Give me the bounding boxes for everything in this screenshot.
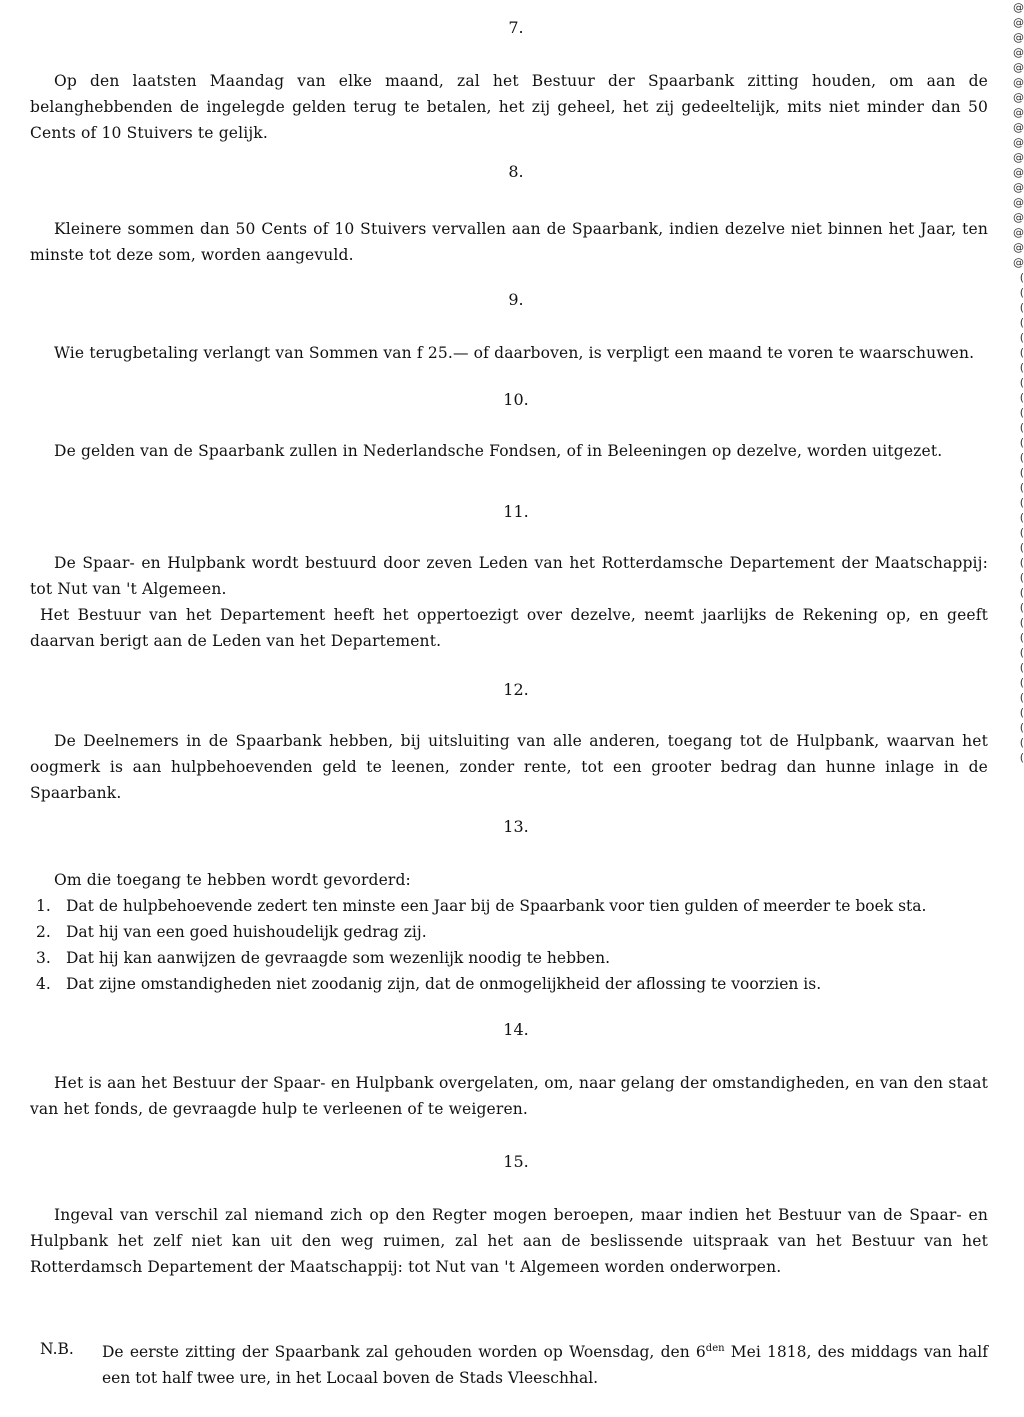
article-paragraph: Ingeval van verschil zal niemand zich op den Regter mogen beroepen, maar indien het Bestuur van de Spaar- en Hulpbank het zelf niet kan uit den weg ruimen, zal het aan de beslissende uitspraak van het Bestuur van het Rotterdamsch Departement der Maatschappij: tot Nut van 't Algemeen worden onderworpen. [30,1206,988,1276]
article-number: 9. [508,290,524,309]
article-paragraph: Op den laatsten Maandag van elke maand, zal het Bestuur der Spaarbank zitting houden, om aan de belanghebbenden de ingelegde gelden terug te betalen, het zij geheel, het zij gedeeltelijk, mits niet minder dan 50 Cents of 10 Stuivers te gelijk. [30,72,988,142]
closing-note [40,1336,988,1391]
article-paragraph: Het Bestuur van het Departement heeft het oppertoezigt over dezelve, neemt jaarlijks de Rekening op, en geeft daarvan berigt aan de Leden van het Departement. [30,606,988,650]
article-number: 13. [503,817,529,836]
condition-list [30,893,988,997]
binding-edge-marks: @ @ @ @ @ @ @ @ @ @ @ @ @ @ @ @ @ @ ( ( ( ( ( ( ( ( ( ( ( ( ( ( ( ( ( ( ( ( ( ( ( ( ( ( ( ( ( ( ( ( ( [1013,1,1024,764]
article-12 [30,680,988,806]
list-item-text: Dat de hulpbehoevende zedert ten minste een Jaar bij de Spaarbank voor tien gulden of meerder te boek sta. [66,897,927,915]
article-number: 15. [503,1152,529,1171]
list-item-text: Dat hij kan aanwijzen de gevraagde som wezenlijk noodig te hebben. [66,949,610,967]
article-number: 11. [503,502,529,521]
article-10 [30,390,988,464]
article-14 [30,1020,988,1122]
article-11 [30,502,988,654]
list-item-text: Dat zijne omstandigheden niet zoodanig zijn, dat de onmogelijkheid der aflossing te voorzien is. [66,975,822,993]
article-number: 14. [503,1020,529,1039]
list-item-number: 1. [36,897,51,915]
article-number: 10. [503,390,529,409]
list-item [30,919,988,945]
article-9 [30,290,988,366]
article-7 [30,18,988,146]
article-8 [30,162,988,268]
note-superscript: den [705,1343,725,1354]
article-number: 8. [508,162,524,181]
article-paragraph: Het is aan het Bestuur der Spaar- en Hulpbank overgelaten, om, naar gelang der omstandigheden, en van den staat van het fonds, de gevraagde hulp te verleenen of te weigeren. [30,1074,988,1118]
list-item-number: 4. [36,975,51,993]
article-number: 7. [508,18,524,37]
article-15 [30,1152,988,1280]
article-paragraph: De gelden van de Spaarbank zullen in Nederlandsche Fondsen, of in Beleeningen op dezelve, worden uitgezet. [54,442,943,460]
note-text-start: De eerste zitting der Spaarbank zal gehouden worden op Woensdag, den 6 [102,1343,706,1362]
list-item [30,971,988,997]
article-13 [30,817,988,997]
article-paragraph: De Deelnemers in de Spaarbank hebben, bij uitsluiting van alle anderen, toegang tot de Hulpbank, waarvan het oogmerk is aan hulpbehoevenden geld te leenen, zonder rente, tot een grooter bedrag dan hunne inlage in de Spaarbank. [30,732,988,802]
note-text-end: Mei 1818, des middags van half een tot half twee ure, in het Locaal boven de Stads Vleeschhal. [102,1343,988,1388]
article-paragraph: De Spaar- en Hulpbank wordt bestuurd door zeven Leden van het Rotterdamsche Departement der Maatschappij: tot Nut van 't Algemeen. [30,554,988,598]
list-item-number: 3. [36,949,51,967]
list-item [30,893,988,919]
article-paragraph: Wie terugbetaling verlangt van Sommen van f 25.— of daarboven, is verpligt een maand te voren te waarschuwen. [54,344,975,362]
note-label: N.B. [40,1340,74,1358]
article-paragraph: Om die toegang te hebben wordt gevorderd: [54,871,411,889]
list-item [30,945,988,971]
article-paragraph: Kleinere sommen dan 50 Cents of 10 Stuivers vervallen aan de Spaarbank, indien dezelve niet binnen het Jaar, ten minste tot deze som, worden aangevuld. [30,220,988,264]
list-item-text: Dat hij van een goed huishoudelijk gedrag zij. [66,923,427,941]
article-number: 12. [503,680,529,699]
note-text [102,1336,988,1391]
list-item-number: 2. [36,923,51,941]
